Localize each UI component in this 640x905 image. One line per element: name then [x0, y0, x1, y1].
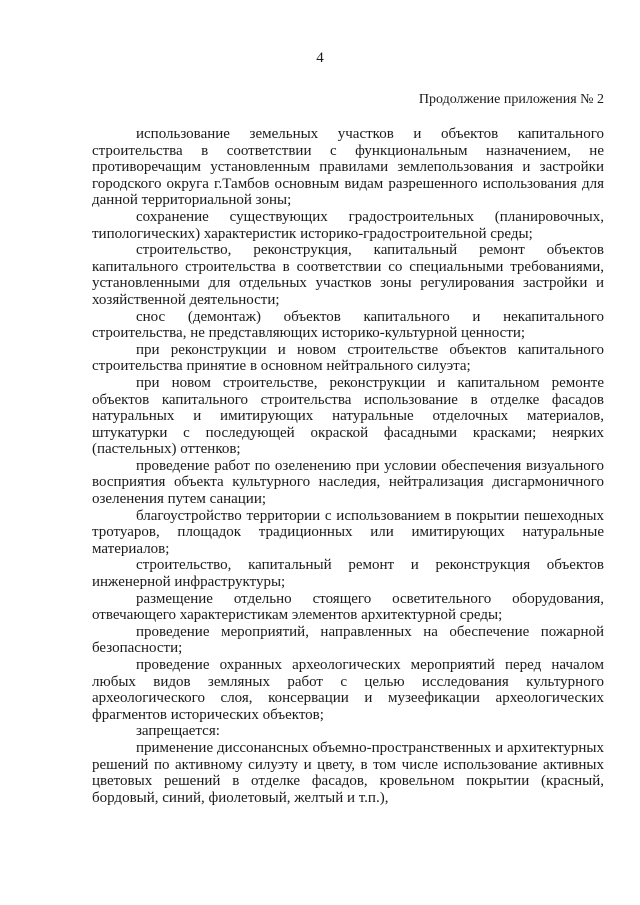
document-body	[92, 126, 604, 806]
paragraph: сохранение существующих градостроительных (планировочных, типологических) характеристик историко-градостроительной среды;	[92, 208, 604, 242]
paragraph: строительство, капитальный ремонт и реконструкция объектов инженерной инфраструктуры;	[92, 557, 604, 591]
prohibited-heading: запрещается:	[136, 723, 220, 740]
paragraph: проведение работ по озеленению при условии обеспечения визуального восприятия объекта культурного наследия, нейтрализация дисгармоничного озеленения путем санации;	[92, 457, 604, 508]
appendix-continuation-note: Продолжение приложения № 2	[418, 92, 604, 107]
paragraph: проведение мероприятий, направленных на обеспечение пожарной безопасности;	[92, 623, 604, 657]
paragraph: проведение охранных археологических мероприятий перед началом любых видов земляных работ с целью исследования культурного археологического слоя, консервации и музеефикации археологических фрагментов исторических объектов;	[92, 657, 604, 723]
paragraph: благоустройство территории с использованием в покрытии пешеходных тротуаров, площадок традиционных или имитирующих натуральные материалов;	[92, 507, 604, 557]
paragraph: размещение отдельно стоящего осветительного оборудования, отвечающего характеристикам элементов архитектурной среды;	[92, 590, 604, 624]
paragraph: снос (демонтаж) объектов капитального и некапитального строительства, не представляющих историко-культурной ценности;	[92, 308, 604, 342]
paragraph: применение диссонансных объемно-пространственных и архитектурных решений по активному силуэту и цвету, в том числе использование активных цветовых решений в отделке фасадов, кровельном покрытии (красный, бордовый, синий, фиолетовый, желтый и т.п.),	[92, 739, 604, 806]
paragraph: при новом строительстве, реконструкции и капитальном ремонте объектов капитального строительства использование в отделке фасадов натуральных и имитирующих натуральные отделочных материалов, штукатурки с последующей окраской фасадными красками; неярких (пастельных) оттенков;	[92, 374, 604, 458]
paragraph: строительство, реконструкция, капитальный ремонт объектов капитального строительства в соответствии со специальными требованиями, установленными для отдельных участков зоны регулирования застройки и хозяйственной деятельности;	[92, 242, 604, 308]
paragraph: при реконструкции и новом строительстве объектов капитального строительства принятие в основном нейтрального силуэта;	[92, 341, 604, 375]
page-number: 4	[316, 50, 324, 66]
paragraph: использование земельных участков и объектов капитального строительства в соответствии с функциональным назначением, не противоречащим установленным правилами землепользования и застройки городского округа г.Тамбов основным видам разрешенного использования для данной территориальной зоны;	[92, 126, 604, 209]
